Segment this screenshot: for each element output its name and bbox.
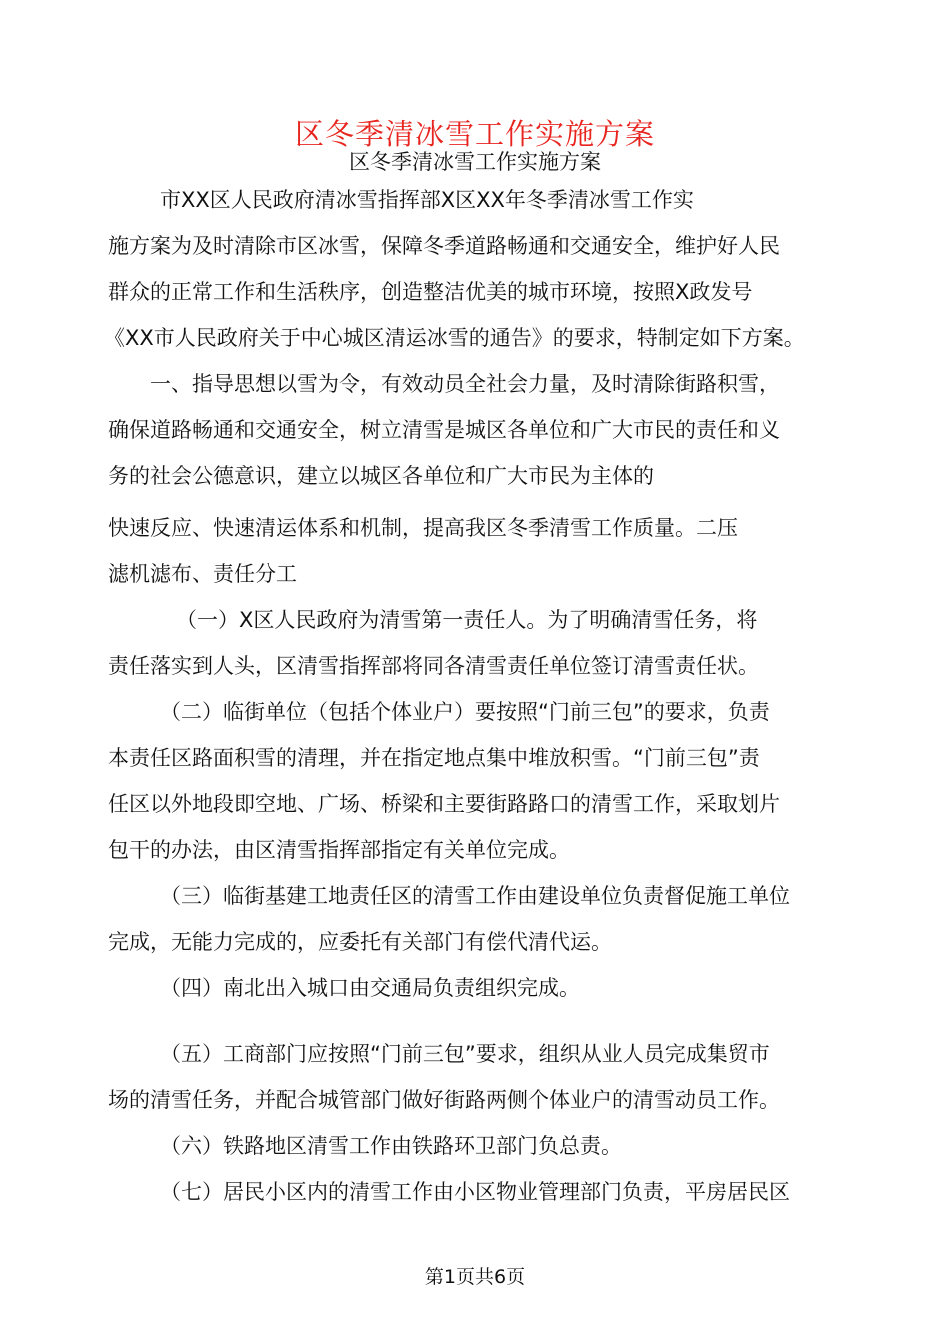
paragraph-line: （一）X区人民政府为清雪第一责任人。为了明确清雪任务，将 (176, 608, 758, 632)
paragraph-line: 一、指导思想以雪为令，有效动员全社会力量，及时清除街路积雪， (150, 372, 780, 396)
paragraph-line: 本责任区路面积雪的清理，并在指定地点集中堆放积雪。“门前三包”责 (108, 746, 760, 770)
paragraph-line: （四）南北出入城口由交通局负责组织完成。 (160, 976, 580, 1000)
paragraph-line: 市XX区人民政府清冰雪指挥部X区XX年冬季清冰雪工作实 (160, 188, 694, 212)
paragraph-line: （五）工商部门应按照“门前三包”要求，组织从业人员完成集贸市 (160, 1042, 770, 1066)
paragraph-line: 任区以外地段即空地、广场、桥梁和主要街路路口的清雪工作，采取划片 (108, 792, 780, 816)
page-number-footer: 第1页共6页 (424, 1266, 526, 1288)
document-title: 区冬季清冰雪工作实施方案 (349, 150, 601, 174)
paragraph-line: 群众的正常工作和生活秩序，创造整洁优美的城市环境，按照X政发号 (108, 280, 753, 304)
paragraph-line: 务的社会公德意识，建立以城区各单位和广大市民为主体的 (108, 464, 654, 488)
paragraph-line: 施方案为及时清除市区冰雪，保障冬季道路畅通和交通安全，维护好人民 (108, 234, 780, 258)
paragraph-line: 《XX市人民政府关于中心城区清运冰雪的通告》的要求，特制定如下方案。 (104, 326, 805, 350)
paragraph-line: 责任落实到人头，区清雪指挥部将同各清雪责任单位签订清雪责任状。 (108, 654, 759, 678)
paragraph-line: （六）铁路地区清雪工作由铁路环卫部门负总责。 (160, 1134, 622, 1158)
paragraph-line: 滤机滤布、责任分工 (108, 562, 297, 586)
paragraph-line: 完成，无能力完成的，应委托有关部门有偿代清代运。 (108, 930, 612, 954)
paragraph-line: （二）临街单位（包括个体业户）要按照“门前三包”的要求，负责 (160, 700, 770, 724)
paragraph-line: 确保道路畅通和交通安全，树立清雪是城区各单位和广大市民的责任和义 (108, 418, 780, 442)
paragraph-line: （七）居民小区内的清雪工作由小区物业管理部门负责，平房居民区 (160, 1180, 790, 1204)
paragraph-line: 快速反应、快速清运体系和机制，提高我区冬季清雪工作质量。二压 (108, 516, 738, 540)
paragraph-line: （三）临街基建工地责任区的清雪工作由建设单位负责督促施工单位 (160, 884, 790, 908)
document-title-red: 区冬季清冰雪工作实施方案 (294, 117, 655, 151)
paragraph-line: 场的清雪任务，并配合城管部门做好街路两侧个体业户的清雪动员工作。 (108, 1088, 780, 1112)
paragraph-line: 包干的办法，由区清雪指挥部指定有关单位完成。 (108, 838, 570, 862)
